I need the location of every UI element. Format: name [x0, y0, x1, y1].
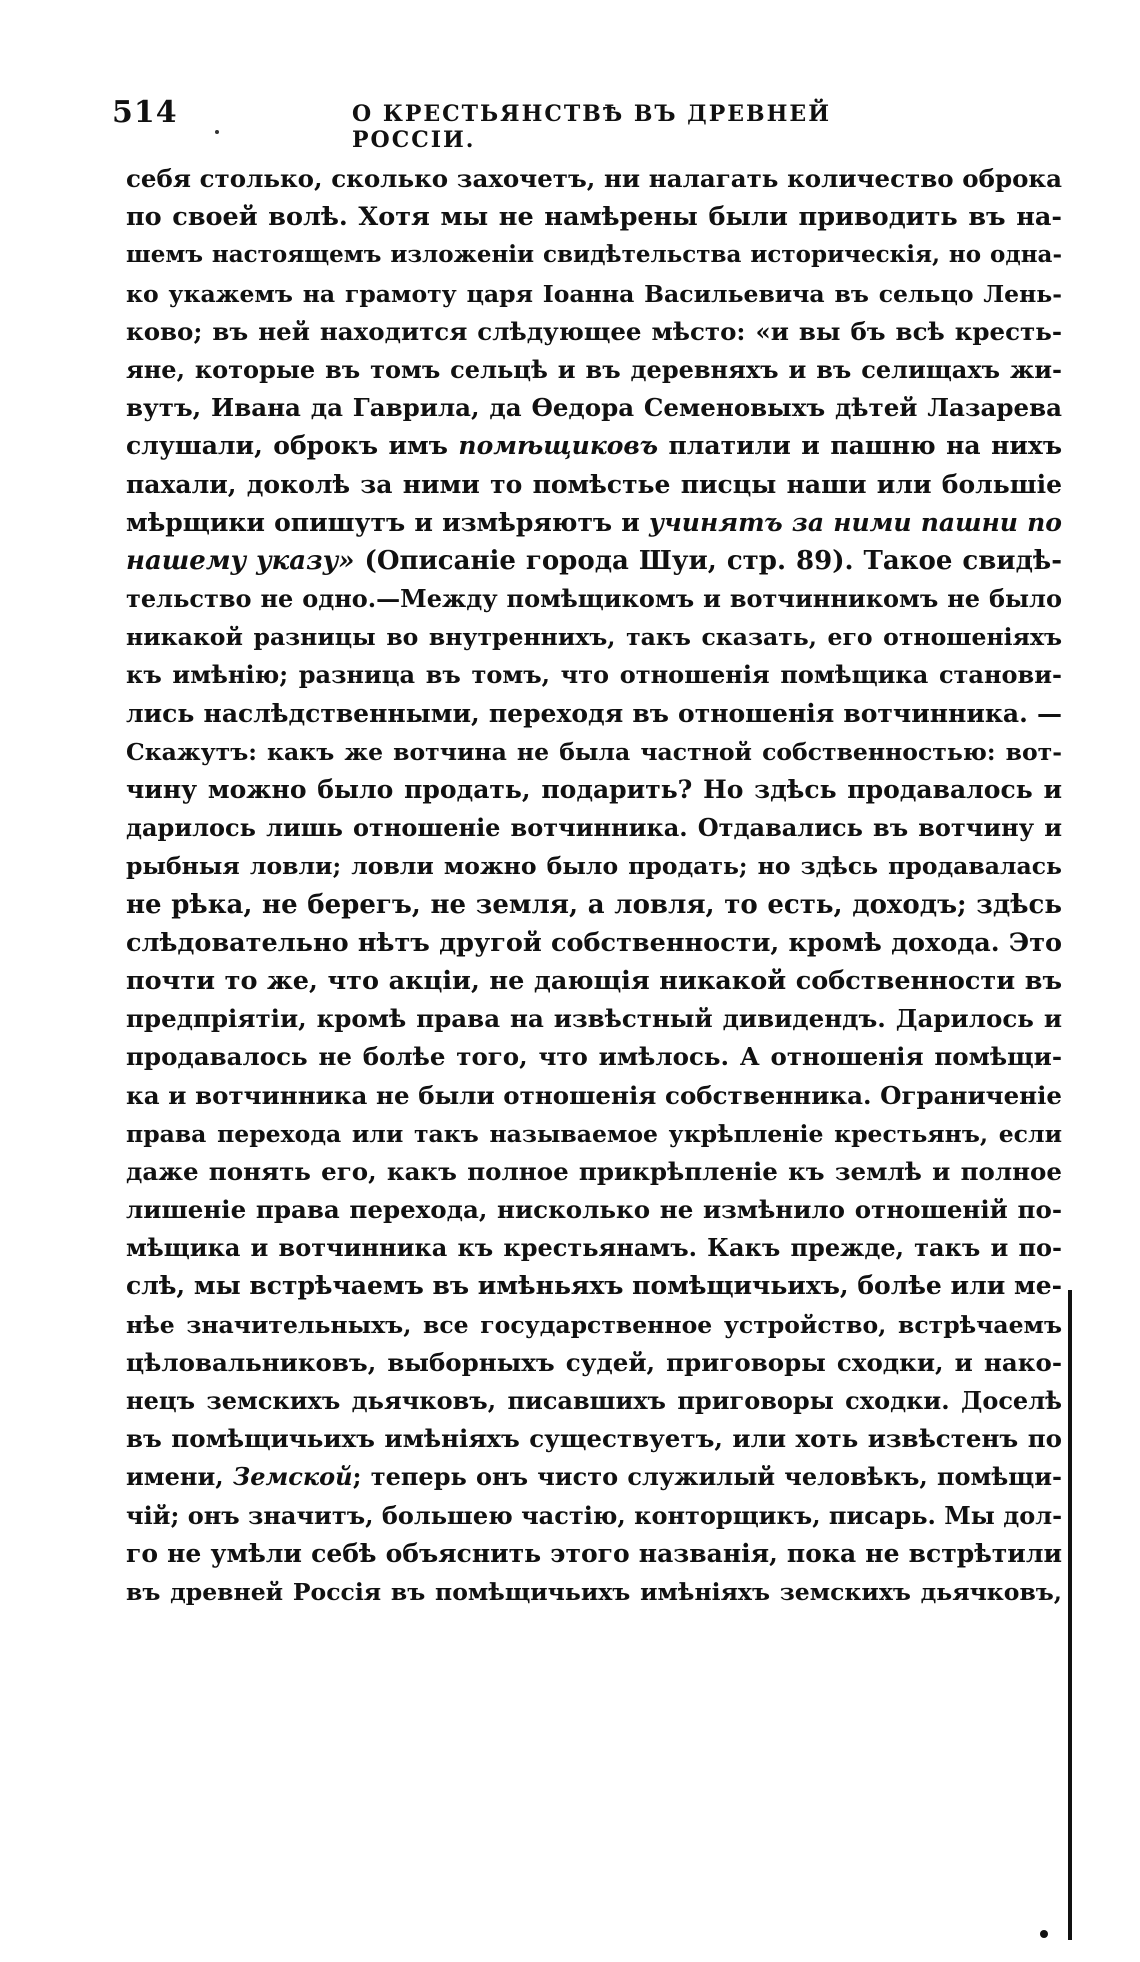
running-title: О КРЕСТЬЯНСТВѢ ВЪ ДРЕВНЕЙ РОССІИ. — [352, 101, 831, 153]
text-line: предпріятіи, кромѣ права на извѣстный дивидендъ. Дарилось и — [126, 1004, 1062, 1034]
text-line: себя столько, сколько захочетъ, ни налагать количество оброка — [126, 164, 1062, 193]
text-line: ково; въ ней находится слѣдующее мѣсто: «и вы бъ всѣ кресть- — [126, 316, 1062, 346]
text-line: продавалось не болѣе того, что имѣлось. А отношенія помѣщи- — [126, 1042, 1062, 1072]
text-line: къ имѣнію; разница въ томъ, что отношенія помѣщика станови- — [126, 660, 1062, 690]
text-line: ко укажемъ на грамоту царя Іоанна Васильевича въ сельцо Лень- — [126, 279, 1062, 308]
text-line: чину можно было продать, подарить? Но здѣсь продавалось и — [126, 775, 1062, 804]
body-text — [126, 160, 1062, 1611]
text-line: въ помѣщичьихъ имѣніяхъ существуетъ, или хоть извѣстенъ по — [126, 1424, 1062, 1454]
text-line: Скажутъ: какъ же вотчина не была частной собственностью: вот- — [126, 737, 1062, 766]
print-speck — [215, 130, 219, 134]
text-line: чій; онъ значитъ, большею частію, конторщикъ, писарь. Мы дол- — [126, 1500, 1063, 1530]
text-line: даже понять его, какъ полное прикрѣпленіе къ землѣ и полное — [126, 1156, 1062, 1186]
text-line: лишеніе права перехода, нисколько не измѣнило отношеній по- — [126, 1195, 1062, 1225]
text-line: яне, которые въ томъ сельцѣ и въ деревняхъ и въ селищахъ жи- — [126, 354, 1062, 384]
text-line: имени, Земской; теперь онъ чисто служилый человѣкъ, помѣщи- — [126, 1462, 1062, 1492]
text-line: нецъ земскихъ дьячковъ, писавшихъ приговоры сходки. Доселѣ — [126, 1386, 1062, 1415]
text-line: ка и вотчинника не были отношенія собственника. Ограниченіе — [126, 1080, 1062, 1110]
text-line: дарилось лишь отношеніе вотчинника. Отдавались въ вотчину и — [126, 813, 1062, 843]
text-line: рыбныя ловли; ловли можно было продать; но здѣсь продавалась — [126, 852, 1062, 881]
text-line: нѣе значительныхъ, все государственное устройство, встрѣчаемъ — [126, 1310, 1062, 1339]
text-line: вутъ, Ивана да Гаврила, да Ѳедора Семеновыхъ дѣтей Лазарева — [126, 393, 1062, 423]
text-line: мѣрщики опишутъ и измѣряютъ и учинятъ за ними пашни по — [126, 507, 1062, 537]
text-line: слѣдовательно нѣтъ другой собственности, кромѣ дохода. Это — [126, 927, 1062, 958]
text-line: права перехода или такъ называемое укрѣпленіе крестьянъ, если — [126, 1119, 1062, 1148]
text-line: слѣ, мы встрѣчаемъ въ имѣньяхъ помѣщичьихъ, болѣе или ме- — [126, 1271, 1062, 1301]
text-line: тельство не одно.—Между помѣщикомъ и вотчинникомъ не было — [126, 584, 1062, 614]
text-line: никакой разницы во внутреннихъ, такъ сказать, его отношеніяхъ — [126, 623, 1062, 652]
text-line: цѣловальниковъ, выборныхъ судей, приговоры сходки, и нако- — [126, 1347, 1062, 1377]
print-speck — [1040, 1930, 1048, 1938]
text-line: по своей волѣ. Хотя мы не намѣрены были приводить въ на- — [126, 202, 1062, 233]
text-line: мѣщика и вотчинника къ крестьянамъ. Какъ прежде, такъ и по- — [126, 1233, 1062, 1263]
page-number: 514 — [112, 95, 178, 130]
text-line: не рѣка, не берегъ, не земля, а ловля, то есть, доходъ; здѣсь — [126, 889, 1062, 920]
text-line: почти то же, что акціи, не дающія никакой собственности въ — [126, 965, 1062, 996]
page-header — [112, 95, 872, 153]
text-line: слушали, оброкъ имъ помѣщиковъ платили и пашню на нихъ — [126, 431, 1063, 461]
margin-rule — [1068, 1290, 1072, 1940]
text-line: лись наслѣдственными, переходя въ отношенія вотчинника. — — [126, 698, 1062, 728]
text-line: нашему указу» (Описаніе города Шуи, стр. 89). Такое свидѣ- — [126, 545, 1062, 576]
text-line: въ древней Россія въ помѣщичьихъ имѣніяхъ земскихъ дьячковъ, — [126, 1577, 1062, 1606]
text-line: шемъ настоящемъ изложеніи свидѣтельства историческія, но одна- — [126, 241, 1062, 269]
text-line: го не умѣли себѣ объяснить этого названія, пока не встрѣтили — [126, 1538, 1062, 1568]
text-line: пахали, доколѣ за ними то помѣстье писцы наши или большіе — [126, 469, 1062, 499]
